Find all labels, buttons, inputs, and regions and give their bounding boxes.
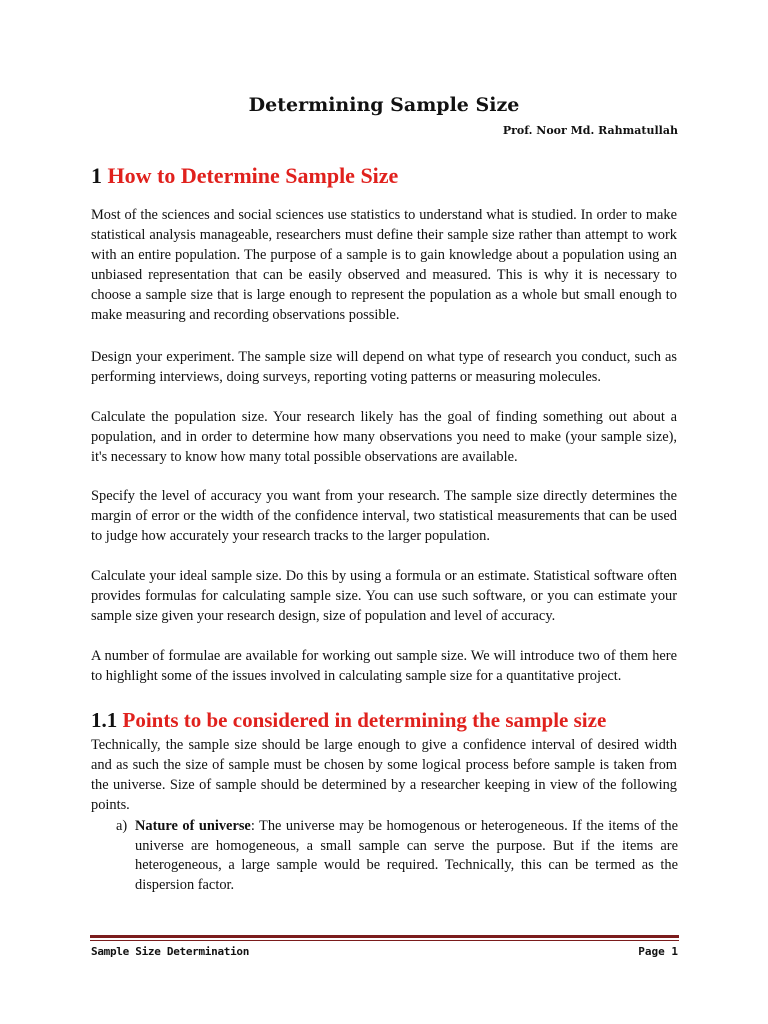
footer-rule-thin: [90, 940, 679, 941]
footer-rule-thick: [90, 935, 679, 938]
section-number: 1.1: [91, 708, 118, 732]
footer-document-name: Sample Size Determination: [91, 945, 250, 958]
section-number: 1: [91, 163, 102, 188]
document-author: Prof. Noor Md. Rahmatullah: [502, 124, 678, 137]
list-item-term: Nature of universe: [135, 818, 251, 834]
section-1-heading: [91, 163, 398, 189]
document-title: Determining Sample Size: [248, 94, 520, 116]
section-title: How to Determine Sample Size: [107, 163, 399, 188]
section-1-1-heading: [91, 708, 606, 733]
list-item-text: : The universe may be homogenous or heterogeneous. If the items of the universe are homogeneous, a small sample can serve the purpose. But if the items are heterogeneous, a large sample would be required. Technically, this can be termed as the dispersion factor.: [135, 818, 678, 893]
list-item: [116, 817, 678, 895]
paragraph-formulae: A number of formulae are available for working out sample size. We will introduce two of them here to highlight some of the issues involved in calculating sample size for a quantitative project.: [91, 648, 677, 684]
paragraph-accuracy: Specify the level of accuracy you want from your research. The sample size directly determines the margin of error or the width of the confidence interval, two statistical measurements that can be used to judge how accurately your research tracks to the larger population.: [91, 488, 677, 544]
section-title: Points to be considered in determining the sample size: [122, 708, 607, 732]
paragraph-calculate: Calculate your ideal sample size. Do this by using a formula or an estimate. Statistical software often provides formulas for calculating sample size. You can use such software, or you can estimate your sample size given your research design, size of population and level of accuracy.: [91, 568, 677, 624]
list-item-body: [135, 817, 678, 895]
paragraph-design: Design your experiment. The sample size will depend on what type of research you conduct, such as performing interviews, doing surveys, reporting voting patterns or measuring molecules.: [91, 349, 677, 385]
paragraph-population: Calculate the population size. Your research likely has the goal of finding something out about a population, and in order to determine how many observations you need to make (your sample size), it's necessary to know how many total possible observations are available.: [91, 409, 677, 465]
list-marker: a): [116, 818, 128, 834]
paragraph-intro: Most of the sciences and social sciences use statistics to understand what is studied. In order to make statistical analysis manageable, researchers must define their sample size rather than attempt to work with an entire population. The purpose of a sample is to gain knowledge about a population using an unbiased representation that can be easily observed and measured. This is why it is necessary to choose a sample size that is large enough to represent the population as a whole but small enough to make measuring and recording observations possible.: [91, 207, 677, 323]
paragraph-technically: Technically, the sample size should be large enough to give a confidence interval of desired width and as such the size of sample must be chosen by some logical process before sample is taken from the universe. Size of sample should be determined by a researcher keeping in view of the following points.: [91, 737, 677, 813]
footer-page-number: Page 1: [638, 945, 678, 958]
